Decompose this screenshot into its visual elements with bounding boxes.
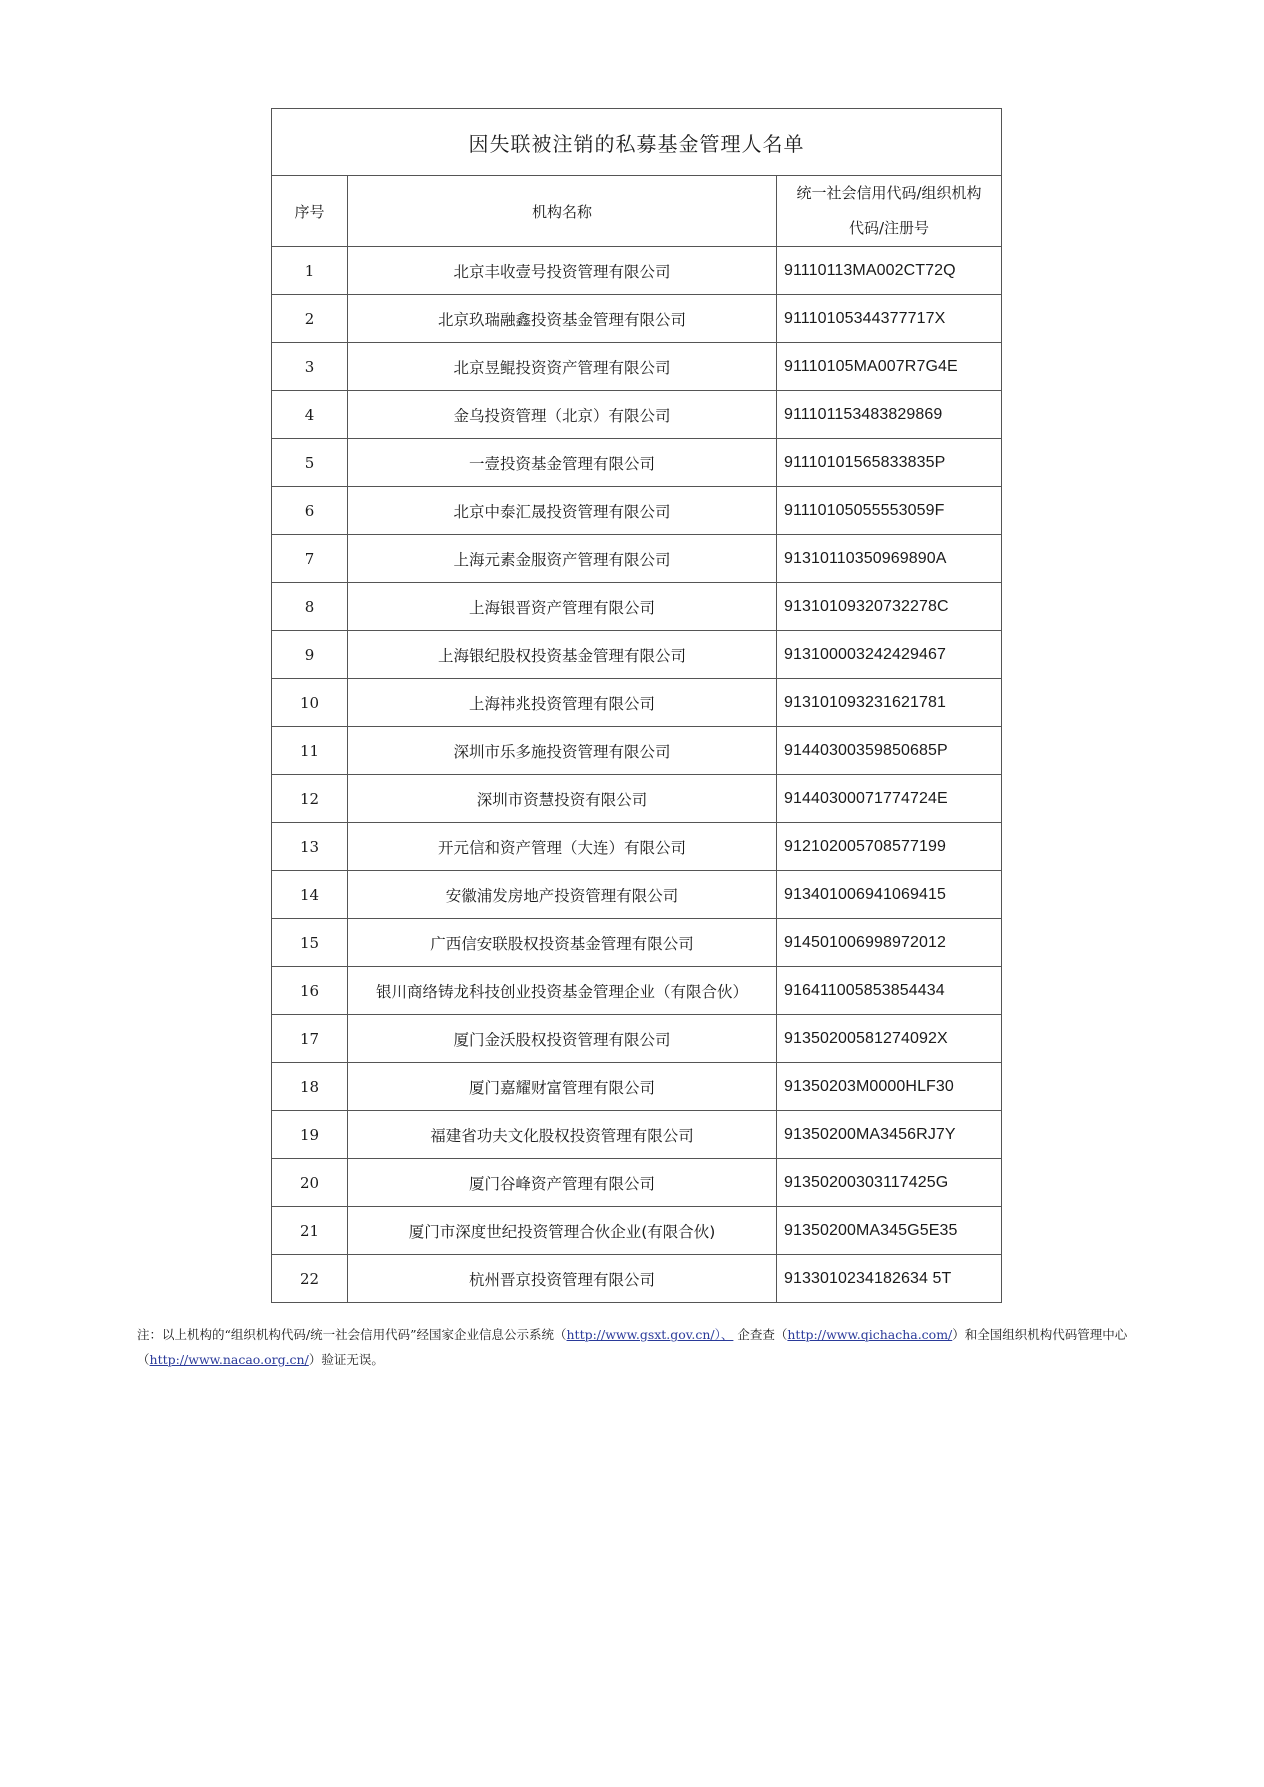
row-number: 11	[272, 727, 348, 775]
table-row	[272, 439, 1002, 487]
table-row	[272, 919, 1002, 967]
row-number: 6	[272, 487, 348, 535]
table-header-row	[272, 176, 1002, 247]
credit-code: 91110101565833835P	[777, 439, 1002, 487]
row-number: 12	[272, 775, 348, 823]
row-number: 5	[272, 439, 348, 487]
row-number: 16	[272, 967, 348, 1015]
table-row	[272, 1207, 1002, 1255]
credit-code: 91440300359850685P	[777, 727, 1002, 775]
institution-name: 广西信安联股权投资基金管理有限公司	[348, 919, 777, 967]
note-text-2: 企查查（	[733, 1327, 788, 1342]
row-number: 7	[272, 535, 348, 583]
institution-name: 厦门嘉耀财富管理有限公司	[348, 1063, 777, 1111]
qichacha-link[interactable]: http://www.qichacha.com/	[787, 1327, 953, 1342]
row-number: 3	[272, 343, 348, 391]
credit-code: 91350200MA3456RJ7Y	[777, 1111, 1002, 1159]
table-row	[272, 823, 1002, 871]
institution-name: 厦门金沃股权投资管理有限公司	[348, 1015, 777, 1063]
table-row	[272, 967, 1002, 1015]
row-number: 19	[272, 1111, 348, 1159]
gsxt-link[interactable]: http://www.gsxt.gov.cn/）、	[566, 1327, 734, 1342]
credit-code: 913100003242429467	[777, 631, 1002, 679]
table-row	[272, 775, 1002, 823]
credit-code: 91350200MA345G5E35	[777, 1207, 1002, 1255]
credit-code: 91110105055553059F	[777, 487, 1002, 535]
row-number: 21	[272, 1207, 348, 1255]
table-row	[272, 679, 1002, 727]
institution-name: 杭州晋京投资管理有限公司	[348, 1255, 777, 1303]
credit-code: 91110105MA007R7G4E	[777, 343, 1002, 391]
header-institution-name: 机构名称	[348, 176, 777, 247]
institution-name: 厦门谷峰资产管理有限公司	[348, 1159, 777, 1207]
table-row	[272, 727, 1002, 775]
credit-code: 912102005708577199	[777, 823, 1002, 871]
table-row	[272, 247, 1002, 295]
institution-name: 厦门市深度世纪投资管理合伙企业(有限合伙)	[348, 1207, 777, 1255]
row-number: 10	[272, 679, 348, 727]
table-row	[272, 631, 1002, 679]
table-row	[272, 535, 1002, 583]
institution-name: 一壹投资基金管理有限公司	[348, 439, 777, 487]
table-row	[272, 1159, 1002, 1207]
institution-name: 银川商络铸龙科技创业投资基金管理企业（有限合伙）	[348, 967, 777, 1015]
credit-code: 91350203M0000HLF30	[777, 1063, 1002, 1111]
institution-name: 北京玖瑞融鑫投资基金管理有限公司	[348, 295, 777, 343]
credit-code: 91110113MA002CT72Q	[777, 247, 1002, 295]
nacao-link[interactable]: http://www.nacao.org.cn/	[149, 1352, 309, 1367]
credit-code: 913101093231621781	[777, 679, 1002, 727]
institution-name: 上海祎兆投资管理有限公司	[348, 679, 777, 727]
row-number: 9	[272, 631, 348, 679]
table-row	[272, 487, 1002, 535]
header-credit-code-line1: 统一社会信用代码/组织机构	[796, 184, 982, 202]
row-number: 4	[272, 391, 348, 439]
institution-name: 北京中泰汇晟投资管理有限公司	[348, 487, 777, 535]
row-number: 14	[272, 871, 348, 919]
credit-code: 9133010234182634 5T	[777, 1255, 1002, 1303]
row-number: 15	[272, 919, 348, 967]
institution-name: 北京丰收壹号投资管理有限公司	[348, 247, 777, 295]
institution-name: 开元信和资产管理（大连）有限公司	[348, 823, 777, 871]
document-title: 因失联被注销的私募基金管理人名单	[272, 109, 1002, 176]
credit-code: 914501006998972012	[777, 919, 1002, 967]
table-row	[272, 1015, 1002, 1063]
header-credit-code	[777, 176, 1002, 247]
institution-name: 上海银晋资产管理有限公司	[348, 583, 777, 631]
institution-name: 上海元素金服资产管理有限公司	[348, 535, 777, 583]
credit-code: 91350200581274092X	[777, 1015, 1002, 1063]
credit-code: 91440300071774724E	[777, 775, 1002, 823]
credit-code: 913401006941069415	[777, 871, 1002, 919]
table-row	[272, 1255, 1002, 1303]
row-number: 20	[272, 1159, 348, 1207]
table-body	[272, 109, 1002, 1303]
note-text-3: ）和全国组织机构代码管理中心（	[137, 1327, 1128, 1367]
institution-name: 深圳市乐多施投资管理有限公司	[348, 727, 777, 775]
institution-name: 福建省功夫文化股权投资管理有限公司	[348, 1111, 777, 1159]
institution-name: 北京昱鲲投资资产管理有限公司	[348, 343, 777, 391]
table-row	[272, 1063, 1002, 1111]
institution-name: 上海银纪股权投资基金管理有限公司	[348, 631, 777, 679]
row-number: 18	[272, 1063, 348, 1111]
header-credit-code-line2: 代码/注册号	[848, 219, 930, 237]
row-number: 8	[272, 583, 348, 631]
institution-table	[271, 108, 1002, 1303]
table-row	[272, 1111, 1002, 1159]
credit-code: 91310109320732278C	[777, 583, 1002, 631]
table-row	[272, 871, 1002, 919]
credit-code: 91350200303117425G	[777, 1159, 1002, 1207]
note-text-1: 注：以上机构的“组织机构代码/统一社会信用代码”经国家企业信息公示系统（	[137, 1327, 567, 1342]
credit-code: 91110105344377717X	[777, 295, 1002, 343]
table-row	[272, 295, 1002, 343]
header-number: 序号	[272, 176, 348, 247]
credit-code: 916411005853854434	[777, 967, 1002, 1015]
row-number: 13	[272, 823, 348, 871]
table-row	[272, 343, 1002, 391]
row-number: 2	[272, 295, 348, 343]
institution-name: 金乌投资管理（北京）有限公司	[348, 391, 777, 439]
row-number: 1	[272, 247, 348, 295]
row-number: 17	[272, 1015, 348, 1063]
credit-code: 911101153483829869	[777, 391, 1002, 439]
verification-note	[137, 1322, 1137, 1372]
institution-name: 深圳市资慧投资有限公司	[348, 775, 777, 823]
note-text-4: ）验证无误。	[308, 1352, 384, 1367]
credit-code: 91310110350969890A	[777, 535, 1002, 583]
table-row	[272, 391, 1002, 439]
row-number: 22	[272, 1255, 348, 1303]
table-row	[272, 583, 1002, 631]
institution-name: 安徽浦发房地产投资管理有限公司	[348, 871, 777, 919]
